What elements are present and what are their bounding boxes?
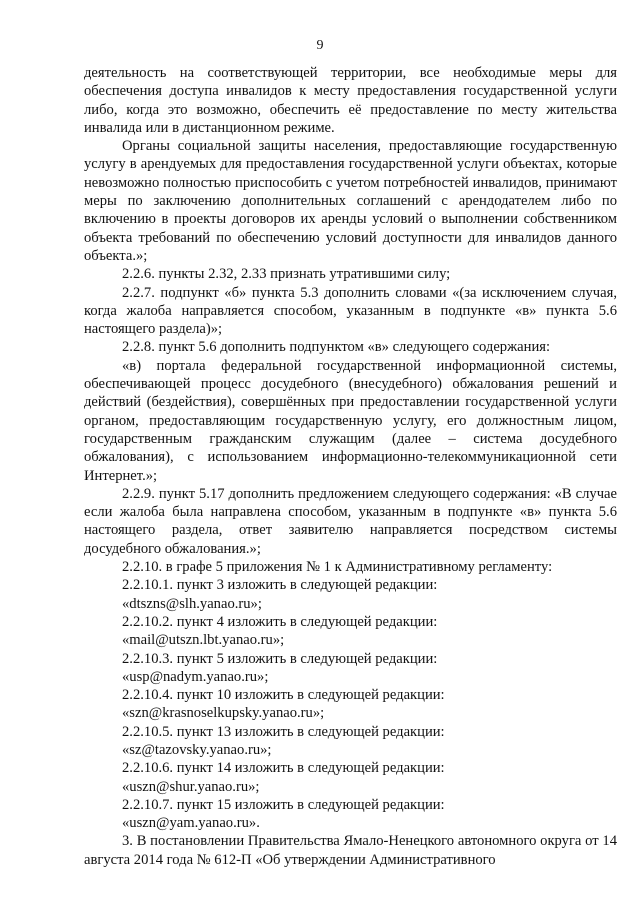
item-2-2-10-5: 2.2.10.5. пункт 13 изложить в следующей редакции: [122,723,445,740]
email-sz-tazovsky: «sz@tazovsky.yanao.ru»; [122,741,272,758]
item-2-2-10-7: 2.2.10.7. пункт 15 изложить в следующей редакции: [122,796,445,813]
email-uszn-shur: «uszn@shur.yanao.ru»; [122,778,260,795]
page-number: 9 [316,38,324,53]
email-dtszns: «dtszns@slh.yanao.ru»; [122,595,262,612]
email-usp-nadym: «usp@nadym.yanao.ru»; [122,668,269,685]
email-szn-krasnoselkupsky: «szn@krasnoselkupsky.yanao.ru»; [122,705,325,722]
paragraph-continuation: деятельность на соответствующей территории, все необходимые меры для обеспечения доступа инвалидов к месту предоставления государственной услуги либо, когда это возможно, обеспечить её предоставление по месту жительства инвалида или в дистанционном режиме. [84,65,617,136]
item-3: 3. В постановлении Правительства Ямало-Ненецкого автономного округа от 14 августа 2014 года № 612-П «Об утверждении Административного [84,833,617,868]
item-2-2-8-subpoint-v: «в) портала федеральной государственной информационной системы, обеспечивающей процесс досудебного (внесудебного) обжалования решений и действий (бездействия), совершённых при предоставлении государственной услуги органом, предоставляющим государственную услугу, его должностным лицом, государственным гражданским служащим (далее – система досудебного обжалования), с использованием информационно-телекоммуникационной сети Интернет.»; [84,357,617,484]
item-2-2-10-2: 2.2.10.2. пункт 4 изложить в следующей редакции: [122,613,438,630]
item-2-2-9: 2.2.9. пункт 5.17 дополнить предложением следующего содержания: «В случае если жалоба была направлена способом, указанным в подпункте «в» пункта 5.6 настоящего раздела, ответ заявителю направляется посредством системы досудебного обжалования.»; [84,485,617,557]
email-utszn-lbt: «mail@utszn.lbt.yanao.ru»; [122,632,285,649]
item-2-2-6: 2.2.6. пункты 2.32, 2.33 признать утратившими силу; [122,266,451,283]
item-2-2-10-4: 2.2.10.4. пункт 10 изложить в следующей редакции: [122,687,445,704]
email-uszn-yam: «uszn@yam.yanao.ru». [122,815,260,832]
document-body [84,64,617,869]
item-2-2-10-1: 2.2.10.1. пункт 3 изложить в следующей редакции: [122,577,438,594]
item-2-2-10: 2.2.10. в графе 5 приложения № 1 к Административному регламенту: [122,559,553,576]
item-2-2-10-6: 2.2.10.6. пункт 14 изложить в следующей редакции: [122,760,445,777]
item-2-2-10-3: 2.2.10.3. пункт 5 изложить в следующей редакции: [122,650,438,667]
item-2-2-8: 2.2.8. пункт 5.6 дополнить подпунктом «в» следующего содержания: [122,339,551,356]
paragraph-social-protection: Органы социальной защиты населения, предоставляющие государственную услугу в арендуемых для предоставления государственной услуги объектах, которые невозможно полностью приспособить с учетом потребностей инвалидов, принимают меры по заключению дополнительных соглашений с арендодателем либо по включению в проекты договоров их аренды условий о выполнении собственником объекта требований по обеспечению условий доступности для инвалидов данного объекта.»; [84,138,617,264]
item-2-2-7: 2.2.7. подпункт «б» пункта 5.3 дополнить словами «(за исключением случая, когда жалоба направляется способом, указанным в подпункте «в» пункта 5.6 настоящего раздела)»; [84,284,617,338]
